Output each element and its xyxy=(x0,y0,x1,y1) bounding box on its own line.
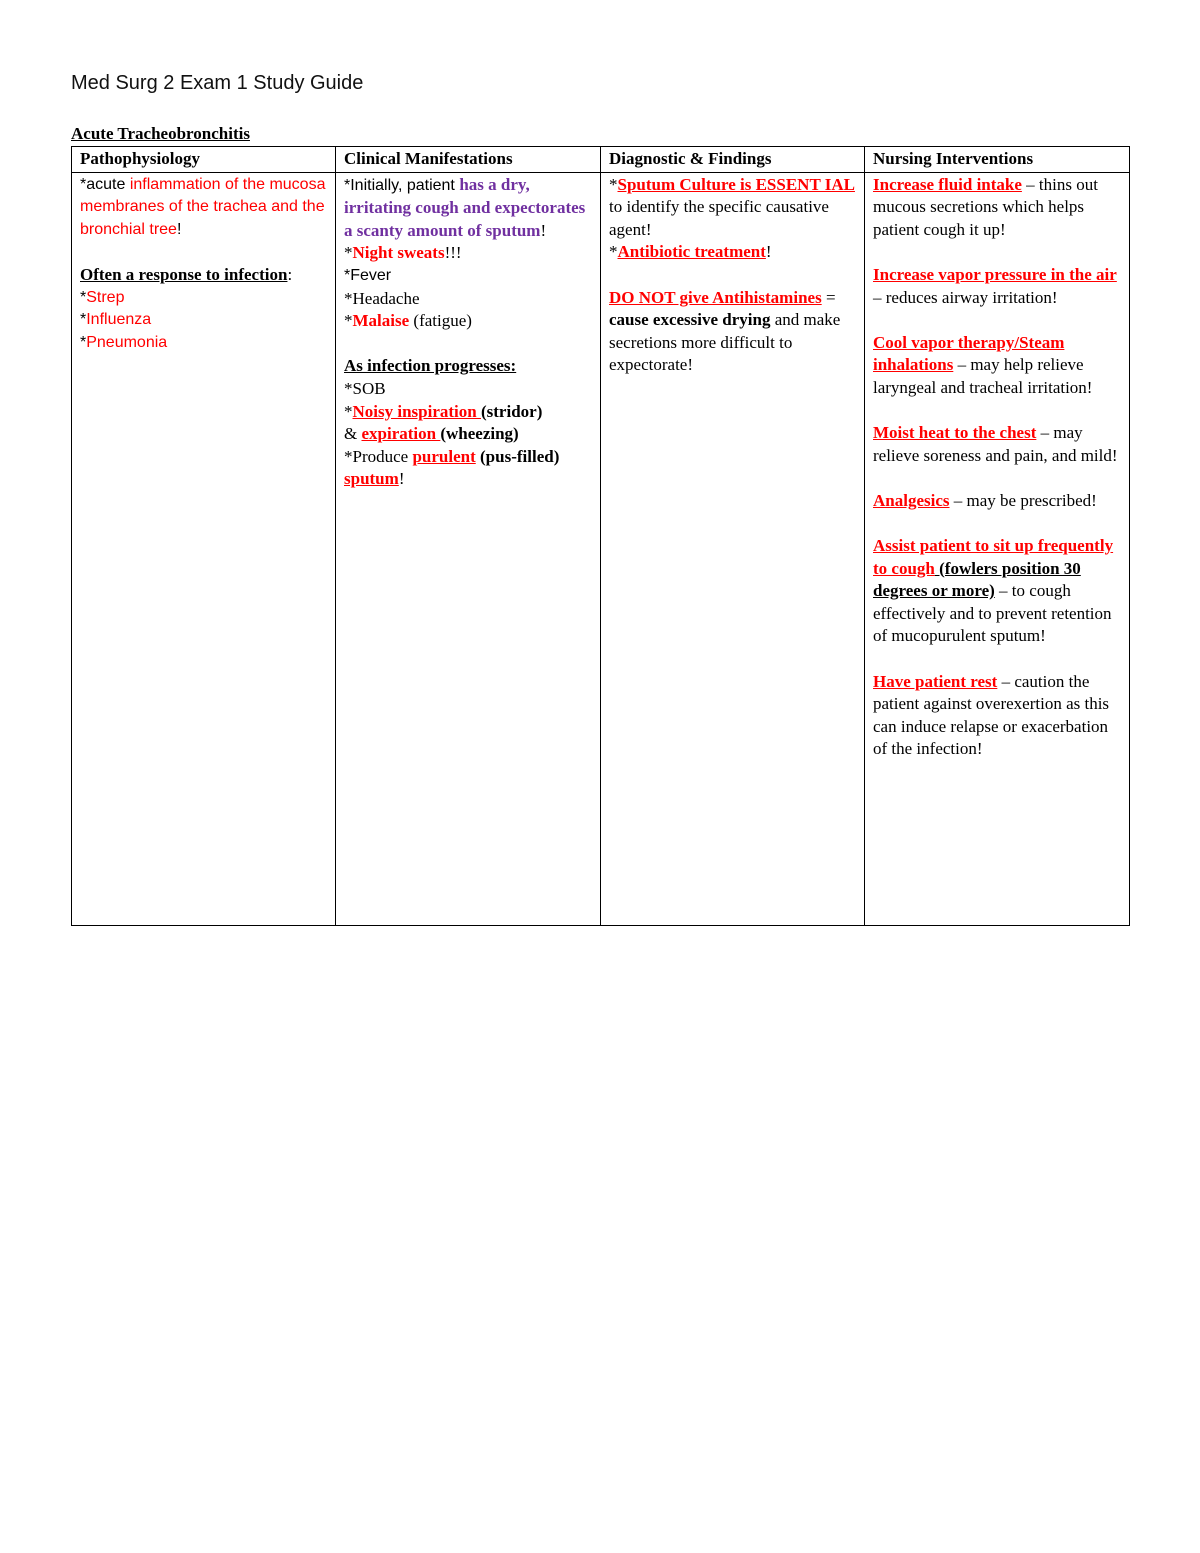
headache-item: *Headache xyxy=(344,288,420,308)
cell-nursing-interventions xyxy=(865,172,1130,925)
patho-definition xyxy=(80,174,327,242)
initial-suffix: ! xyxy=(540,220,547,240)
cause-item xyxy=(80,287,327,310)
bullet-star: * xyxy=(80,288,87,306)
header-pathophysiology: Pathophysiology xyxy=(72,147,336,173)
antihistamine-warning xyxy=(609,287,856,377)
intervention-rest: Have patient rest xyxy=(873,671,998,691)
malaise-text: Malaise xyxy=(352,311,410,331)
ampersand: & xyxy=(344,424,362,444)
patho-suffix: ! xyxy=(176,220,182,238)
fowlers-position-text: (fowlers position 30 degrees or more) xyxy=(873,558,1081,601)
patho-prefix: *acute xyxy=(80,175,130,193)
intervention-item xyxy=(873,535,1121,648)
intervention-vapor-pressure: Increase vapor pressure in the air xyxy=(873,264,1117,284)
antibiotic-text: Antibiotic treatment xyxy=(617,242,766,262)
produce-text: *Produce xyxy=(344,446,413,466)
header-clinical-manifestations: Clinical Manifestations xyxy=(336,147,601,173)
section-heading: Acute Tracheobronchitis xyxy=(71,124,250,143)
intervention-detail: – caution the patient against overexertion as this can induce relapse or exacerbation of the infection! xyxy=(873,671,1110,759)
intervention-detail: – may be prescribed! xyxy=(949,490,1097,510)
expiration-text: expiration xyxy=(361,424,441,444)
stridor-text: (stridor) xyxy=(480,401,543,421)
sputum-culture-item xyxy=(609,174,856,242)
header-nursing-interventions: Nursing Interventions xyxy=(865,147,1130,173)
cell-pathophysiology xyxy=(72,172,336,925)
dry-cough-text: has a dry, irritating cough and expectorates a scanty amount of sputum xyxy=(344,174,586,240)
document-title: Med Surg 2 Exam 1 Study Guide xyxy=(71,72,364,94)
response-heading: Often a response to infection xyxy=(80,264,288,284)
bullet-star: * xyxy=(80,333,87,351)
night-sweats-suffix: !!! xyxy=(444,243,462,263)
intervention-moist-heat: Moist heat to the chest xyxy=(873,423,1037,443)
cause-suffix: and make secretions more difficult to expectorate! xyxy=(609,310,841,375)
cause-drying-text: cause excessive drying xyxy=(609,310,771,330)
wheezing-text: (wheezing) xyxy=(440,424,519,444)
intervention-detail: – thins out mucous secretions which helps patient cough it up! xyxy=(873,174,1098,239)
cause-influenza: Influenza xyxy=(86,311,152,329)
progression-heading: As infection progresses: xyxy=(344,356,517,376)
cause-pneumonia: Pneumonia xyxy=(86,333,168,351)
cause-item xyxy=(80,332,327,355)
equals-sign: = xyxy=(821,287,836,307)
malaise-suffix: (fatigue) xyxy=(409,311,472,331)
intervention-analgesics: Analgesics xyxy=(873,490,950,510)
intervention-detail: – to cough effectively and to prevent retention of mucopurulent sputum! xyxy=(873,581,1112,646)
intervention-item xyxy=(873,422,1121,467)
patho-inflammation-text: inflammation of the mucosa membranes of the trachea and the bronchial tree xyxy=(80,175,326,238)
sputum-suffix: ! xyxy=(398,469,405,489)
purulent-sputum-item xyxy=(344,446,592,491)
malaise-item: *Malaise (fatigue) xyxy=(344,311,472,331)
night-sweats-text: Night sweats xyxy=(352,243,445,263)
cell-clinical-manifestations xyxy=(336,172,601,925)
night-sweats-item: *Night sweats!!! xyxy=(344,243,462,263)
intervention-detail: – may relieve soreness and pain, and mild! xyxy=(873,423,1118,465)
initial-prefix: *Initially, patient xyxy=(344,176,460,194)
fever-item: *Fever xyxy=(344,266,392,284)
sputum-text: sputum xyxy=(344,469,399,489)
do-not-give-text: DO NOT give Antihistamines xyxy=(609,287,822,307)
sputum-culture-text: Sputum Culture is ESSENT IAL xyxy=(617,174,855,194)
bullet-star: * xyxy=(609,174,618,194)
intervention-cool-vapor: Cool vapor therapy/Steam inhalations xyxy=(873,332,1065,375)
cell-diagnostic-findings xyxy=(601,172,865,925)
intervention-item xyxy=(873,671,1121,761)
cause-item xyxy=(80,309,327,332)
study-guide-table xyxy=(71,146,1130,926)
culture-suffix: to identify the specific causative agent! xyxy=(609,197,829,239)
cause-strep: Strep xyxy=(86,288,125,306)
intervention-sit-up: Assist patient to sit up frequently to cough xyxy=(873,536,1114,578)
pus-filled-text: (pus-filled) xyxy=(475,446,560,466)
antibiotic-suffix: ! xyxy=(765,242,772,262)
antibiotic-item xyxy=(609,241,856,264)
noisy-inspiration-text: Noisy inspiration xyxy=(352,401,481,421)
intervention-detail: – may help relieve laryngeal and tracheal irritation! xyxy=(873,355,1093,397)
noisy-breathing-item: *Noisy inspiration (stridor) & expiration (wheezing) xyxy=(344,401,543,444)
header-diagnostic-findings: Diagnostic & Findings xyxy=(601,147,865,173)
intervention-item xyxy=(873,174,1121,242)
intervention-item xyxy=(873,332,1121,400)
intervention-item xyxy=(873,264,1121,309)
bullet-star: * xyxy=(609,242,618,262)
intervention-item xyxy=(873,490,1121,513)
initial-symptom xyxy=(344,174,592,243)
intervention-detail: – reduces airway irritation! xyxy=(873,287,1058,307)
purulent-text: purulent xyxy=(412,446,476,466)
sob-item: *SOB xyxy=(344,378,386,398)
response-colon: : xyxy=(287,264,293,284)
intervention-fluid-intake: Increase fluid intake xyxy=(873,174,1022,194)
table-row xyxy=(72,172,1130,925)
bullet-star: * xyxy=(80,311,87,329)
table-header-row xyxy=(72,147,1130,173)
